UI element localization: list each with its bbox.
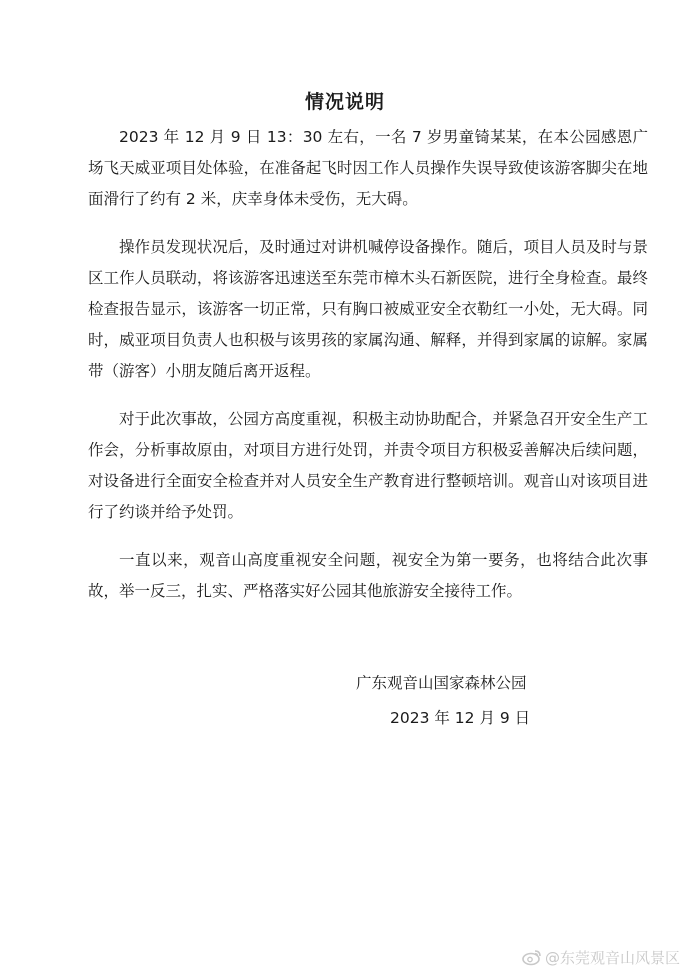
weibo-icon [522,948,542,966]
signature-organization: 广东观音山国家森林公园 [356,674,527,692]
paragraph-response: 操作员发现状况后，及时通过对讲机喊停设备操作。随后，项目人员及时与景区工作人员联动，将该游客迅速送至东莞市樟木头石新医院，进行全身检查。最终检查报告显示，该游客一切正常，只有胸口被威亚安全衣勒红一小处，无大碍。同时，威亚项目负责人也积极与该男孩的家属沟通、解释，并得到家属的谅解。家属带（游客）小朋友随后离开返程。 [88,238,648,380]
watermark-text: @东莞观音山风景区 [544,948,680,967]
paragraph-commitment: 一直以来，观音山高度重视安全问题，视安全为第一要务，也将结合此次事故，举一反三，扎实、严格落实好公园其他旅游安全接待工作。 [88,551,648,600]
signature-date: 2023 年 12 月 9 日 [390,709,531,727]
document-body [88,122,648,624]
document-title: 情况说明 [304,91,385,113]
watermark [522,946,680,968]
paragraph-incident: 2023 年 12 月 9 日 13：30 左右，一名 7 岁男童锜某某，在本公园感恩广场飞天威亚项目处体验，在准备起飞时因工作人员操作失误导致使该游客脚尖在地面滑行了约有 2 米，庆幸身体未受伤，无大碍。 [88,128,648,208]
paragraph-measures: 对于此次事故，公园方高度重视，积极主动协助配合，并紧急召开安全生产工作会，分析事故原由，对项目方进行处罚，并责令项目方积极妥善解决后续问题，对设备进行全面安全检查并对人员安全生产教育进行整顿培训。观音山对该项目进行了约谈并给予处罚。 [88,410,648,521]
